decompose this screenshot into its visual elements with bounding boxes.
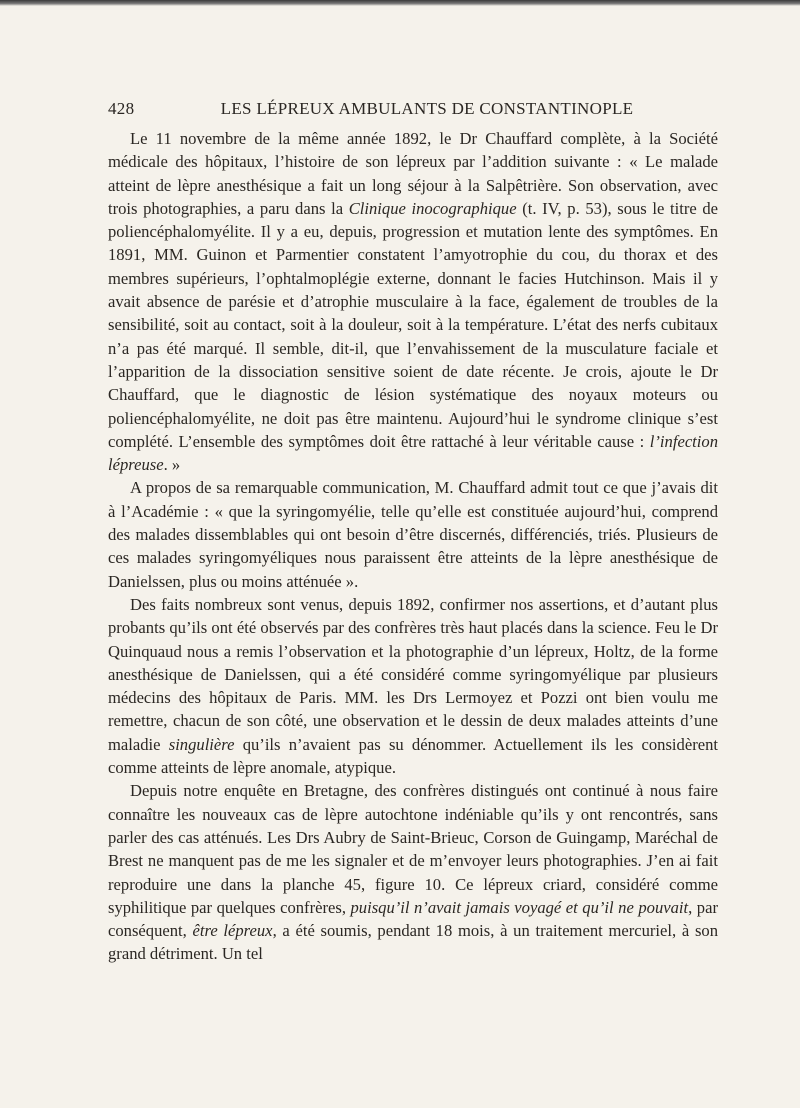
running-head bbox=[108, 99, 716, 121]
paragraph-1 bbox=[108, 127, 718, 476]
paragraph-text: A propos de sa remarquable communication, M. Chauffard admit tout ce que j’avais dit à l’Académie : « que la syringomyélie, telle qu’elle est constituée aujourd’hui, comprend des malades dissemblables qui ont besoin d’être discernés, différenciés, triés. Plusieurs de ces malades syringomyéliques nous paraissent être atteints de la lèpre anesthésique de Danielssen, plus ou moins atténuée ». bbox=[108, 478, 718, 591]
body-text bbox=[108, 127, 718, 966]
paragraph-2 bbox=[108, 476, 718, 592]
paragraph-text: Le 11 novembre de la même année 1892, le Dr Chauffard complète, à la Société médicale des hôpitaux, l’histoire de son lépreux par l’addition suivante : « Le malade atteint de lèpre anesthésique a fait un long séjour à la Salpêtrière. Son observation, avec trois photographies, a paru dans la bbox=[108, 129, 718, 218]
paragraph-text: (t. IV, p. 53), sous le titre de poliencéphalomyélite. Il y a eu, depuis, progression et mutation lente des symptômes. En 1891, MM. Guinon et Parmentier constatent l’amyotrophie du cou, du thorax et des membres supérieurs, l’ophtalmoplégie externe, donnant le facies Hutchinson. Mais il y avait absence de parésie et d’atrophie musculaire à la face, également de troubles de la sensibilité, soit au contact, soit à la douleur, soit à la température. L’état des nerfs cubitaux n’a pas été marqué. Il semble, dit-il, que l’envahissement de la musculature faciale et l’apparition de la dissociation sensitive soient de date récente. Je crois, ajoute le Dr Chauffard, que le diagnostic de lésion systématique des noyaux moteurs ou poliencéphalomyélite, ne doit pas être maintenu. Aujourd’hui le syndrome clinique s’est complété. L’ensemble des symptômes doit être rattaché à leur véritable cause : bbox=[108, 198, 719, 451]
paragraph-text: qu’ils n’avaient pas su dénommer. Actuellement ils les considèrent comme atteints de lèpre anomale, atypique. bbox=[108, 734, 718, 778]
italic-phrase: être lépreux bbox=[192, 921, 273, 941]
italic-phrase: l’infection lépreuse bbox=[108, 431, 718, 475]
paragraph-3 bbox=[108, 593, 718, 779]
paragraph-text: , par conséquent, bbox=[108, 897, 718, 941]
paragraph-text: . » bbox=[163, 455, 181, 475]
page-top-edge bbox=[0, 0, 800, 6]
running-head-title: LES LÉPREUX AMBULANTS DE CONSTANTINOPLE bbox=[220, 99, 634, 118]
italic-title: Clinique inocographique bbox=[348, 198, 517, 218]
page-number: 428 bbox=[108, 99, 135, 118]
italic-word: singulière bbox=[168, 734, 235, 754]
paragraph-text: Des faits nombreux sont venus, depuis 1892, confirmer nos assertions, et d’autant plus probants qu’ils ont été observés par des confrères très haut placés dans la science. Feu le Dr Quinquaud nous a remis l’observation et la photographie d’un lépreux, Holtz, de la forme anesthésique de Danielssen, qui a été considéré comme syringomyélique par plusieurs médecins des hôpitaux de Paris. MM. les Drs Lermoyez et Pozzi ont bien voulu me remettre, chacun de son côté, une observation et le dessin de deux malades atteints d’une maladie bbox=[108, 594, 718, 754]
paragraph-text: , a été soumis, pendant 18 mois, à un traitement mercuriel, à son grand détriment. Un tel bbox=[108, 921, 718, 964]
italic-phrase: puisqu’il n’avait jamais voyagé et qu’il ne pouvait bbox=[350, 897, 689, 917]
paragraph-4 bbox=[108, 779, 718, 965]
paragraph-text: Depuis notre enquête en Bretagne, des confrères distingués ont continué à nous faire connaître les nouveaux cas de lèpre autochtone indéniable qu’ils y ont rencontrés, sans parler des cas atténués. Les Drs Aubry de Saint-Brieuc, Corson de Guingamp, Maréchal de Brest ne manquent pas de me les signaler et de m’envoyer leurs photographies. J’en ai fait reproduire une dans la planche 45, figure 10. Ce lépreux criard, considéré comme syphilitique par quelques confrères, bbox=[108, 781, 718, 917]
